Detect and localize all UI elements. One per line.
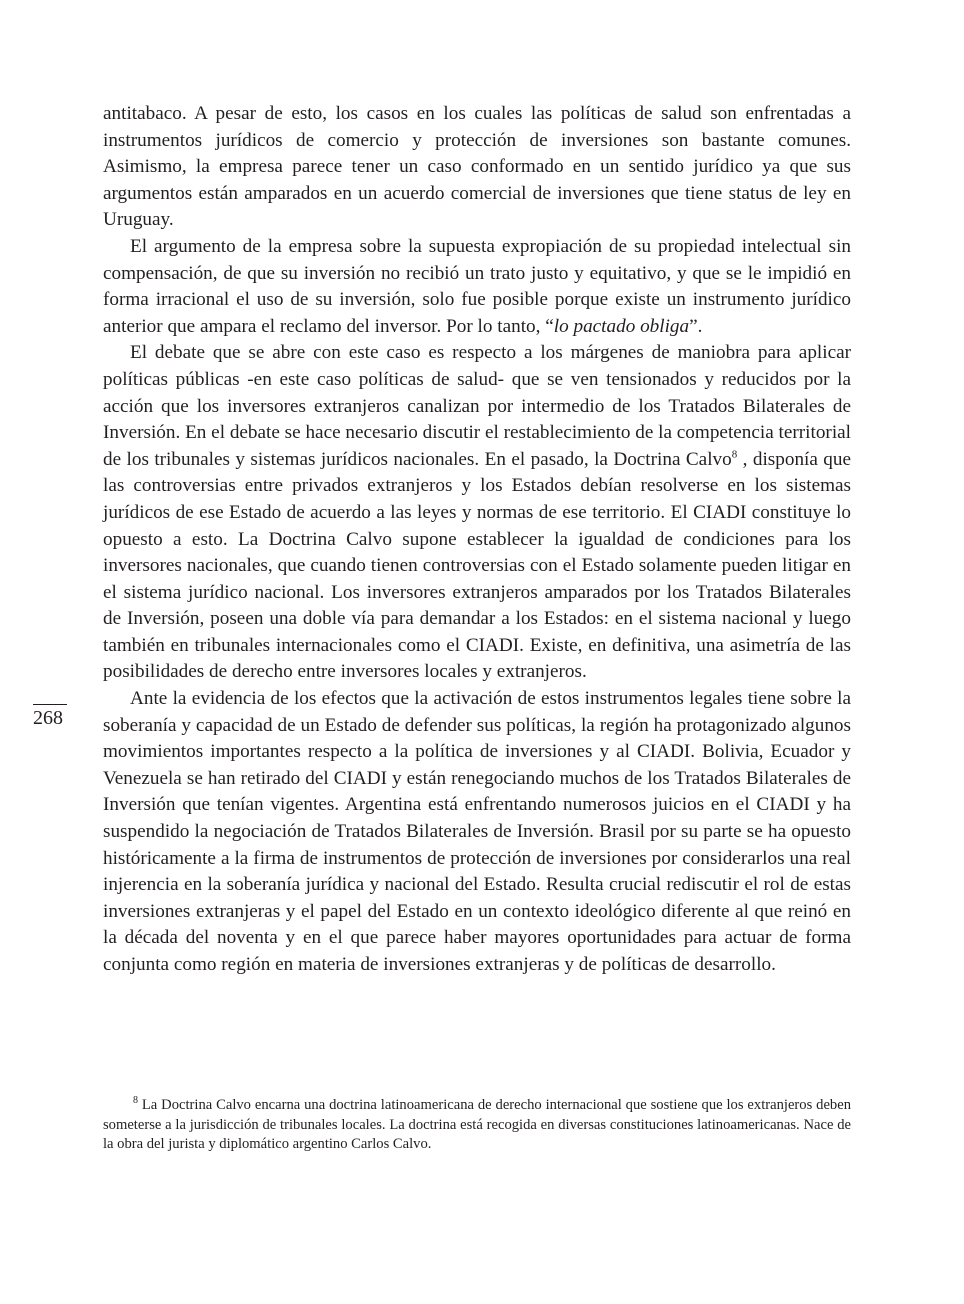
paragraph-4-text: Ante la evidencia de los efectos que la activación de estos instrumentos legales tiene sobre la soberanía y capacidad de un Estado de defender sus políticas, la región ha protagonizado algunos movimientos importantes respecto a la política de inversiones y al CIADI. Bolivia, Ecuador y Venezuela se han retirado del CIADI y están renegociando muchos de los Tratados Bilaterales de Inversión que tenían vigentes. Argentina está enfrentando numerosos juicios en el CIADI y ha suspendido la negociación de Tratados Bilaterales de Inversión. Brasil por su parte se ha opuesto históricamente a la firma de instrumentos de protección de inversiones por considerarlos una real injerencia en la soberanía jurídica y nacional del Estado. Resulta crucial rediscutir el rol de estas inversiones extranjeras y el papel del Estado en un contexto ideológico diferente al que reinó en la década del noventa y en el que parece haber mayores oportunidades para actuar de forma conjunta como región en materia de inversiones extranjeras y de políticas de desarrollo. [103,688,851,975]
page-number: 268 [33,707,63,729]
paragraph-3-text-b: , disponía que las controversias entre privados extranjeros y los Estados debían resolverse en los sistemas jurídicos de ese Estado de acuerdo a las leyes y normas de ese territorio. El CIADI constituye lo opuesto a esto. La Doctrina Calvo supone establecer la igualdad de condiciones para los inversores nacionales, que cuando tienen controversias con el Estado solamente pueden litigar en el sistema jurídico nacional. Los inversores extranjeros amparados por los Tratados Bilaterales de Inversión, poseen una doble vía para demandar a los Estados: en el sistema nacional y luego también en tribunales internacionales como el CIADI. Existe, en definitiva, una asimetría de las posibilidades de derecho entre inversores locales y extranjeros. [103,448,851,683]
footnote-reference: 8 [731,448,738,461]
paragraph-2 [103,234,851,340]
paragraph-1 [103,101,851,234]
paragraph-4 [103,686,851,979]
paragraph-1-text: antitabaco. A pesar de esto, los casos en los cuales las políticas de salud son enfrentadas a instrumentos jurídicos de comercio y protección de inversiones son bastante comunes. Asimismo, la empresa parece tener un caso conformado en un sentido jurídico ya que sus argumentos están amparados en un acuerdo comercial de inversiones que tiene status de ley en Uruguay. [103,103,851,231]
paragraph-2-text-a: El argumento de la empresa sobre la supuesta expropiación de su propiedad intelectual sin compensación, de que su inversión no recibió un trato justo y equitativo, y que se le impidió en forma irracional el uso de su inversión, solo fue posible porque existe un instrumento jurídico anterior que ampara el reclamo del inversor. Por lo tanto, “ [103,235,851,337]
footnote [103,1096,851,1155]
footnote-marker: 8 [133,1095,138,1107]
footnote-paragraph [103,1096,851,1155]
paragraph-3 [103,340,851,686]
paragraph-2-text-b: ”. [689,315,703,337]
footnote-text: La Doctrina Calvo encarna una doctrina latinoamericana de derecho internacional que sostiene que los extranjeros deben someterse a la jurisdicción de tribunales locales. La doctrina está recogida en diversas constituciones latinoamericanas. Nace de la obra del jurista y diplomático argentino Carlos Calvo. [103,1097,851,1153]
paragraph-2-italic: lo pactado obliga [553,315,690,337]
paragraph-3-text-a: El debate que se abre con este caso es respecto a los márgenes de maniobra para aplicar políticas públicas -en este caso políticas de salud- que se ven tensionados y reducidos por la acción que los inversores extranjeros canalizan por intermedio de los Tratados Bilaterales de Inversión. En el debate se hace necesario discutir el restablecimiento de la competencia territorial de los tribunales y sistemas jurídicos nacionales. En el pasado, la Doctrina Calvo [103,342,851,470]
body-text [103,101,851,979]
